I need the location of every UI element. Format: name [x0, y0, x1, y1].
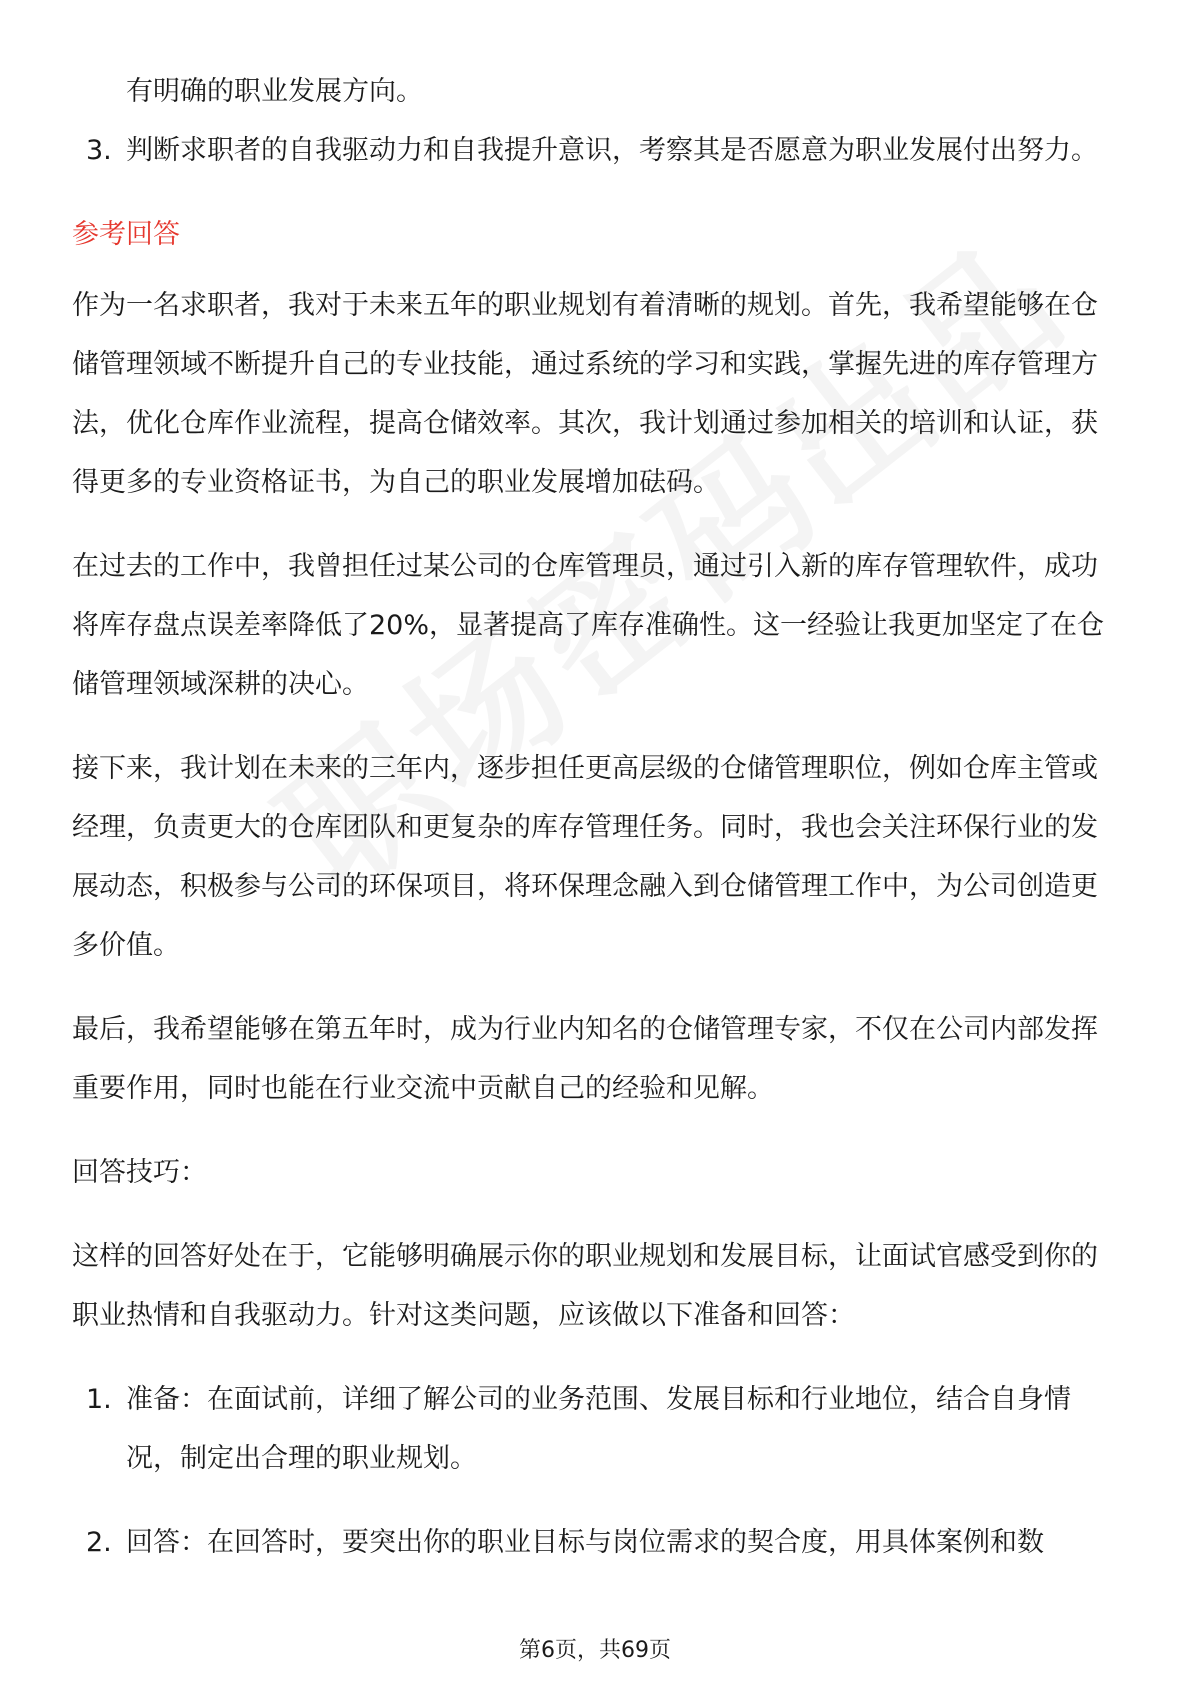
document-body	[72, 62, 1122, 1572]
list-item-text: 准备：在面试前，详细了解公司的业务范围、发展目标和行业地位，结合自身情况，制定出合理的职业规划。	[126, 1384, 1071, 1474]
list-item-text: 判断求职者的自我驱动力和自我提升意识，考察其是否愿意为职业发展付出努力。	[126, 135, 1098, 166]
section-heading: 参考回答	[72, 219, 180, 250]
tips-intro-paragraph: 这样的回答好处在于，它能够明确展示你的职业规划和发展目标，让面试官感受到你的职业热情和自我驱动力。针对这类问题，应该做以下准备和回答：	[72, 1241, 1098, 1331]
list-item	[72, 1513, 1122, 1572]
list-number: 1.	[86, 1384, 112, 1415]
answer-paragraph-3: 接下来，我计划在未来的三年内，逐步担任更高层级的仓储管理职位，例如仓库主管或经理，负责更大的仓库团队和更复杂的库存管理任务。同时，我也会关注环保行业的发展动态，积极参与公司的环保项目，将环保理念融入到仓储管理工作中，为公司创造更多价值。	[72, 753, 1098, 961]
list-item	[72, 121, 1122, 180]
answer-paragraph-2: 在过去的工作中，我曾担任过某公司的仓库管理员，通过引入新的库存管理软件，成功将库存盘点误差率降低了20%，显著提高了库存准确性。这一经验让我更加坚定了在仓储管理领域深耕的决心。	[72, 551, 1105, 700]
intro-continuation: 有明确的职业发展方向。	[126, 76, 423, 107]
list-number: 3.	[86, 135, 112, 166]
list-item-text: 回答：在回答时，要突出你的职业目标与岗位需求的契合度，用具体案例和数	[126, 1527, 1044, 1558]
list-number: 2.	[86, 1527, 112, 1558]
answer-paragraph-1: 作为一名求职者，我对于未来五年的职业规划有着清晰的规划。首先，我希望能够在仓储管理领域不断提升自己的专业技能，通过系统的学习和实践，掌握先进的库存管理方法，优化仓库作业流程，提高仓储效率。其次，我计划通过参加相关的培训和认证，获得更多的专业资格证书，为自己的职业发展增加砝码。	[72, 290, 1098, 498]
answer-paragraph-4: 最后，我希望能够在第五年时，成为行业内知名的仓储管理专家，不仅在公司内部发挥重要作用，同时也能在行业交流中贡献自己的经验和见解。	[72, 1014, 1098, 1104]
page-number: 第6页，共69页	[519, 1638, 671, 1663]
tips-label: 回答技巧：	[72, 1157, 207, 1188]
list-item	[72, 1370, 1122, 1488]
